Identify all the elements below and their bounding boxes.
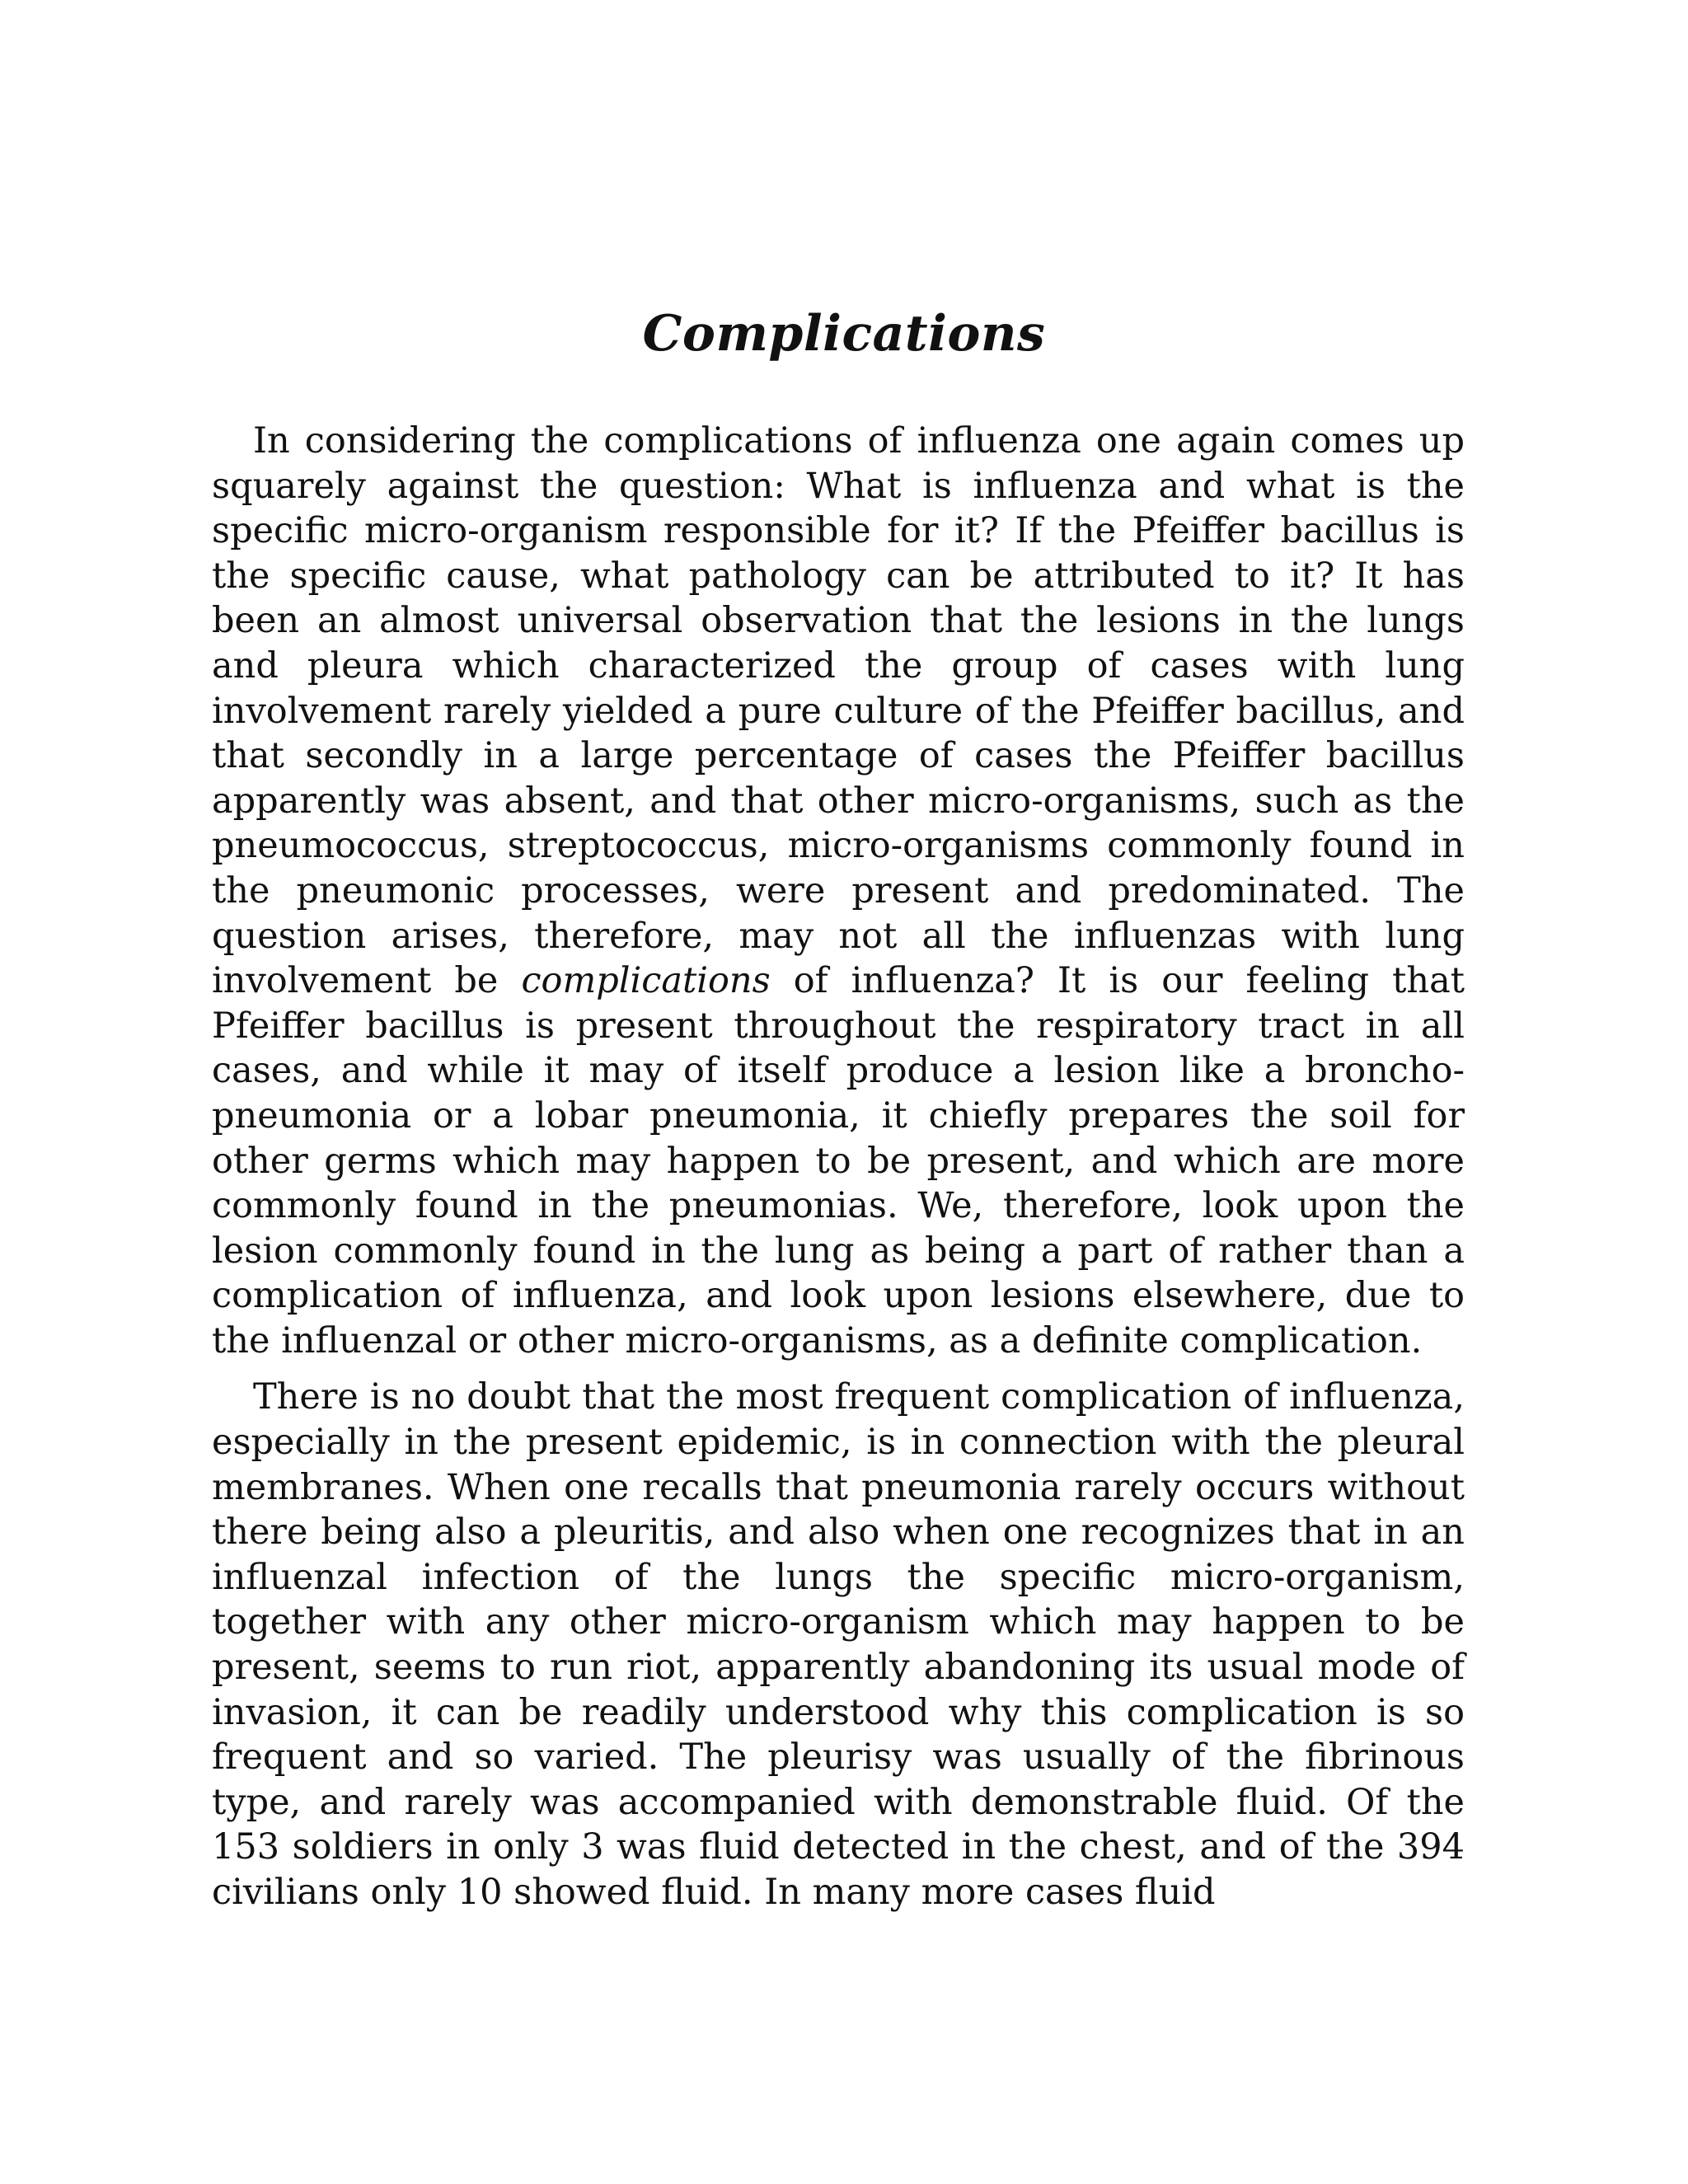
paragraph-1-text-before: In considering the complications of influenza one again comes up squarely against the question: What is influenza and what is the specific micro-organism responsible for it? If the Pfeiffer bacillus is the specific cause, what pathology can be attributed to it? It has been an almost universal observation that the lesions in the lungs and pleura which characterized the group of cases with lung involvement rarely yielded a pure culture of the Pfeiffer bacillus, and that secondly in a large percentage of cases the Pfeiffer bacillus apparently was absent, and that other micro-organisms, such as the pneumococcus, streptococcus, micro-organisms commonly found in the pneumonic processes, were present and predominated. The question arises, therefore, may not all the influenzas with lung involvement be <box>212 420 1465 1002</box>
paragraph-2: There is no doubt that the most frequent complication of influenza, especially in the present epidemic, is in connection with the pleural membranes. When one recalls that pneumonia rarely occurs without there being also a pleuritis, and also when one recognizes that in an influenzal infection of the lungs the specific micro-organism, together with any other micro-organism which may happen to be present, seems to run riot, apparently abandoning its usual mode of invasion, it can be readily understood why this complication is so frequent and so varied. The pleurisy was usually of the fibrinous type, and rarely was accompanied with demonstrable fluid. Of the 153 soldiers in only 3 was fluid detected in the chest, and of the 394 civilians only 10 showed fluid. In many more cases fluid <box>212 1376 1465 1913</box>
paragraph-1 <box>212 419 1465 1363</box>
paragraph-1-text-after: of influenza? It is our feeling that Pfeiffer bacillus is present throughout the respiratory tract in all cases, and while it may of itself produce a lesion like a broncho-pneumonia or a lobar pneumonia, it chiefly prepares the soil for other germs which may happen to be present, and which are more commonly found in the pneumonias. We, therefore, look upon the lesion commonly found in the lung as being a part of rather than a complication of influenza, and look upon lesions elsewhere, due to the influenzal or other micro-organisms, as a definite complication. <box>212 960 1465 1361</box>
paragraph-1-emphasis: complications <box>521 960 771 1002</box>
section-title: Complications <box>642 305 1046 363</box>
body-text <box>212 419 1465 1915</box>
